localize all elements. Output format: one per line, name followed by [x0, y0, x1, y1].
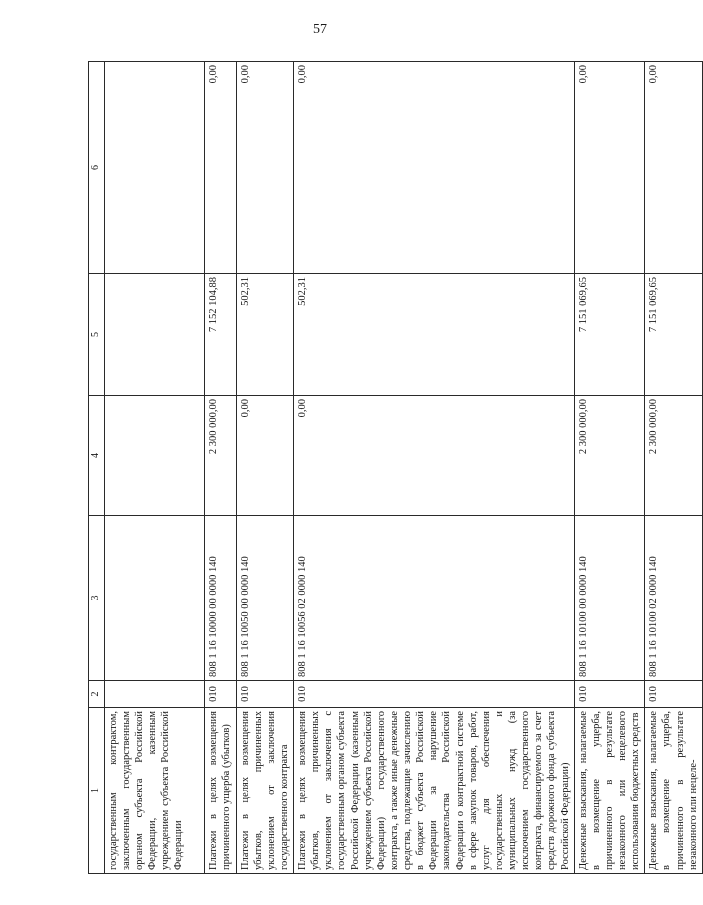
- row-kbk: 808 1 16 10050 00 0000 140: [236, 516, 294, 681]
- header-cell-col6: 6: [89, 62, 105, 274]
- page-number: 57: [313, 22, 327, 37]
- table-frame: [88, 62, 699, 874]
- row-code: 010: [574, 681, 645, 708]
- row-name: Платежи в целях возмещения причиненного ущерба (убытков): [204, 708, 236, 874]
- row-fact: 7 152 104,88: [204, 274, 236, 396]
- rotated-table-container: [88, 62, 699, 874]
- row-code: 010: [294, 681, 575, 708]
- row-extra: [104, 62, 204, 274]
- row-fact: 502,31: [236, 274, 294, 396]
- row-code: [104, 681, 204, 708]
- row-fact: 502,31: [294, 274, 575, 396]
- header-cell-col2: 2: [89, 681, 105, 708]
- row-fact: 7 151 069,65: [645, 274, 703, 396]
- table-row: [204, 62, 236, 874]
- row-extra: 0,00: [294, 62, 575, 274]
- row-extra: 0,00: [645, 62, 703, 274]
- table-row: [236, 62, 294, 874]
- row-code: 010: [645, 681, 703, 708]
- row-plan: 0,00: [294, 396, 575, 516]
- row-plan: [104, 396, 204, 516]
- header-cell-col1: 1: [89, 708, 105, 874]
- row-code: 010: [204, 681, 236, 708]
- row-plan: 2 300 000,00: [645, 396, 703, 516]
- row-fact: [104, 274, 204, 396]
- row-plan: 2 300 000,00: [574, 396, 645, 516]
- row-kbk: [104, 516, 204, 681]
- row-kbk: 808 1 16 10000 00 0000 140: [204, 516, 236, 681]
- row-extra: 0,00: [574, 62, 645, 274]
- row-kbk: 808 1 16 10100 00 0000 140: [574, 516, 645, 681]
- row-plan: 2 300 000,00: [204, 396, 236, 516]
- row-fact: 7 151 069,65: [574, 274, 645, 396]
- row-name: Денежные взыскания, налагаемые в возмещение ущерба, причиненного в результате незаконного или нецелевого использования бюджетных средств: [574, 708, 645, 874]
- table-row: [104, 62, 204, 874]
- table-row: [574, 62, 645, 874]
- row-kbk: 808 1 16 10100 02 0000 140: [645, 516, 703, 681]
- header-row: [89, 62, 105, 874]
- row-kbk: 808 1 16 10056 02 0000 140: [294, 516, 575, 681]
- row-plan: 0,00: [236, 396, 294, 516]
- table-row: [645, 62, 703, 874]
- budget-table: [88, 61, 703, 874]
- row-name: государственным контрактом, заключенным государственным органом субъекта Российской Федерации, казенным учреждением субъекта Российской Федерации: [104, 708, 204, 874]
- row-extra: 0,00: [204, 62, 236, 274]
- row-name: Платежи в целях возмещения убытков, причиненных уклонением от заключения с государственным органом субъекта Российской Федерации (казенным учреждением субъекта Российской Федерации) государственного контракта, а также иные денежные средства, подлежащие зачислению в бюджет субъекта Российской Федерации за нарушение законодательства Российской Федерации о контрактной системе в сфере закупок товаров, работ, услуг для обеспечения государственных и муниципальных нужд (за исключением государственного контракта, финансируемого за счет средств дорожного фонда субъекта Российской Федерации): [294, 708, 575, 874]
- row-code: 010: [236, 681, 294, 708]
- header-cell-col5: 5: [89, 274, 105, 396]
- header-cell-col3: 3: [89, 516, 105, 681]
- table-row: [294, 62, 575, 874]
- row-name: Денежные взыскания, налагаемые в возмещение ущерба, причиненного в результате незаконного или нецеле-: [645, 708, 703, 874]
- header-cell-col4: 4: [89, 396, 105, 516]
- row-name: Платежи в целях возмещения убытков, причиненных уклонением от заключения государственного контракта: [236, 708, 294, 874]
- row-extra: 0,00: [236, 62, 294, 274]
